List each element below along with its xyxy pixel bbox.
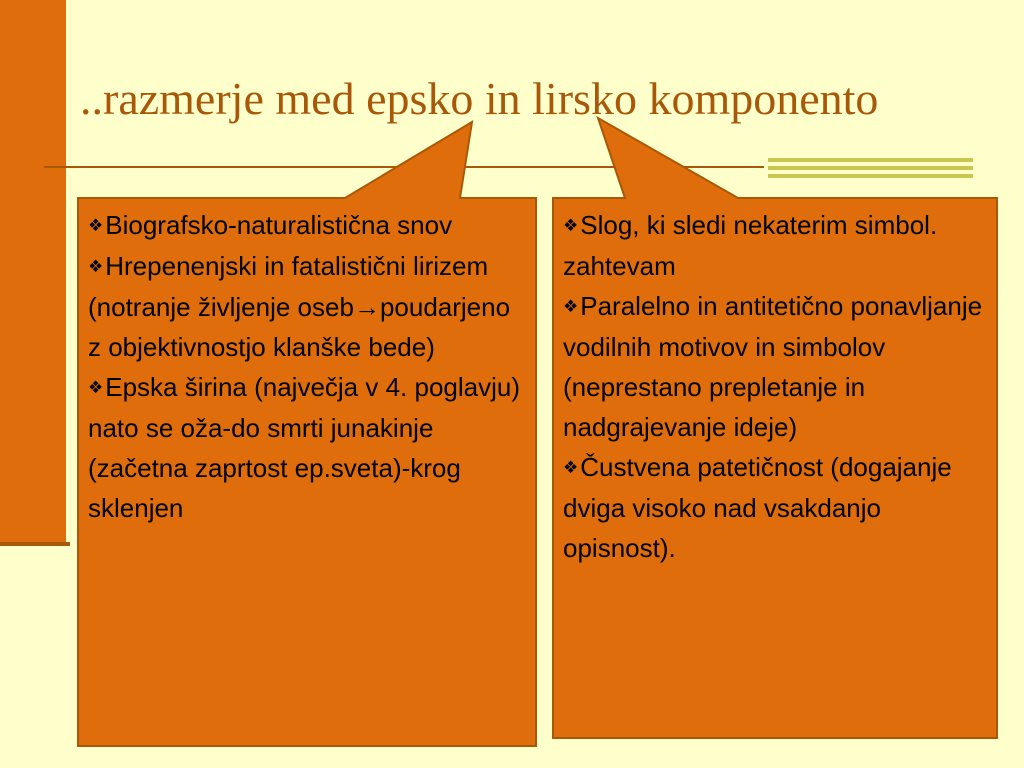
right-bullet-2: ❖Paralelno in antitetično ponavljanje vodilnih motivov in simbolov (neprestano prepletanje in nadgrajevanje ideje) [563,291,983,442]
left-bullet-3: ❖Epska širina (največja v 4. poglavju) nato se oža-do smrti junakinje (začetna zaprtost ep.sveta)-krog sklenjen [88,372,521,523]
right-arrow-icon: → [353,292,380,322]
right-bullet-1: ❖Slog, ki sledi nekaterim simbol. zahtevam [563,210,938,281]
right-callout-text [563,205,988,568]
right-bullet-3: ❖Čustvena patetičnost (dogajanje dviga visoko nad vsakdanjo opisnost). [563,452,952,563]
left-bullet-2: ❖Hrepenenjski in fatalistični lirizem (notranje življenje oseb→poudarjeno z objektivnostjo klanške bede) [88,251,511,362]
slide-title: ..razmerje med epsko in lirsko komponento [80,73,879,124]
left-callout-text [88,205,528,528]
diamond-bullet-icon: ❖ [88,378,104,397]
diamond-bullet-icon: ❖ [88,216,104,235]
diamond-bullet-icon: ❖ [563,458,579,477]
diamond-bullet-icon: ❖ [88,257,104,276]
diamond-bullet-icon: ❖ [563,297,579,316]
diamond-bullet-icon: ❖ [563,216,579,235]
left-bullet-1: ❖Biografsko-naturalistična snov [88,210,453,240]
